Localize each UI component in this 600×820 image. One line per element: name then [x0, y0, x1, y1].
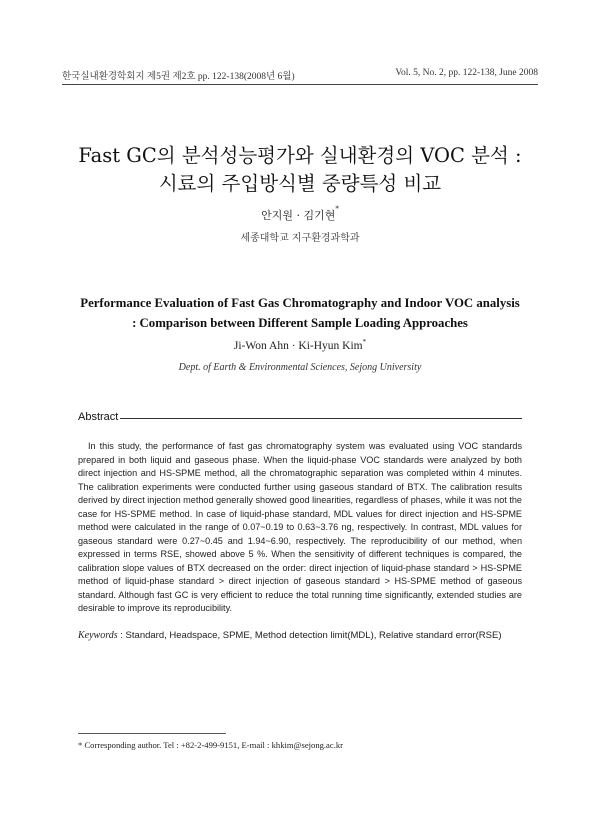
abstract-label: Abstract — [78, 411, 119, 423]
korean-title — [40, 142, 560, 198]
keywords-label: Keywords — [78, 630, 118, 641]
keywords-list: : Standard, Headspace, SPME, Method detection limit(MDL), Relative standard error(RSE) — [117, 630, 502, 641]
keywords-line — [78, 630, 560, 641]
abstract-body: In this study, the performance of fast gas chromatography system was evaluated using VOC standards prepared in both liquid and gaseous phase. When the liquid-phase VOC standards were analyzed by both direct injection and HS-SPME method, all the chromatographic separation was completed within 4 minutes. The calibration experiments were conducted further using gaseous standard of BTX. The calibration results derived by direct injection method generally showed good linearities, regardless of phases, while it was not the case for HS-SPME method. In case of liquid-phase standard, MDL values for direct injection and HS-SPME method were calculated in the range of 0.07~0.19 to 0.63~3.76 ng, respectively. In contrast, MDL values for gaseous standard were 0.27~0.45 and 1.94~6.90, respectively. The reproducibility of our method, when expressed in terms RSE, showed above 5 %. When the sensitivity of different techniques is compared, the calibration slope values of BTX decreased on the order: direct injection of liquid-phase standard > HS-SPME method of liquid-phase standard > direct injection of gaseous standard > HS-SPME method of gaseous standard. Although fast GC is very efficient to reduce the total running time significantly, extended studies are desirable to improve its reproducibility. — [78, 441, 522, 613]
english-title — [40, 293, 560, 333]
korean-affiliation: 세종대학교 지구환경과학과 — [240, 233, 360, 244]
korean-authors — [0, 207, 600, 223]
header-divider — [62, 84, 538, 85]
english-title-line-2: : Comparison between Different Sample Loading Approaches — [132, 316, 468, 330]
footnote-divider — [78, 733, 226, 734]
running-header — [62, 68, 538, 82]
english-title-line-1: Performance Evaluation of Fast Gas Chromatography and Indoor VOC analysis — [80, 296, 520, 310]
english-author-names: Ji-Won Ahn · Ki-Hyun Kim — [233, 340, 363, 352]
english-authors — [0, 340, 600, 352]
english-affiliation: Dept. of Earth & Environmental Sciences, Sejong University — [178, 362, 422, 373]
journal-citation-korean: 한국실내환경학회지 제5권 제2호 pp. 122-138(2008년 6월) — [62, 72, 295, 82]
abstract-heading — [78, 411, 522, 425]
abstract-heading-rule — [118, 418, 522, 419]
corresponding-author-mark-en: * — [362, 338, 367, 346]
journal-citation-english: Vol. 5, No. 2, pp. 122-138, June 2008 — [395, 68, 538, 78]
korean-title-line-1: Fast GC의 분석성능평가와 실내환경의 VOC 분석 : — [78, 144, 522, 167]
corresponding-author-mark: * — [335, 205, 339, 213]
corresponding-author-footnote: * Corresponding author. Tel : +82-2-499-9151, E-mail : khkim@sejong.ac.kr — [78, 740, 343, 750]
korean-author-names: 안지원 · 김기현 — [261, 209, 336, 222]
korean-title-line-2: 시료의 주입방식별 중량특성 비교 — [158, 172, 442, 195]
